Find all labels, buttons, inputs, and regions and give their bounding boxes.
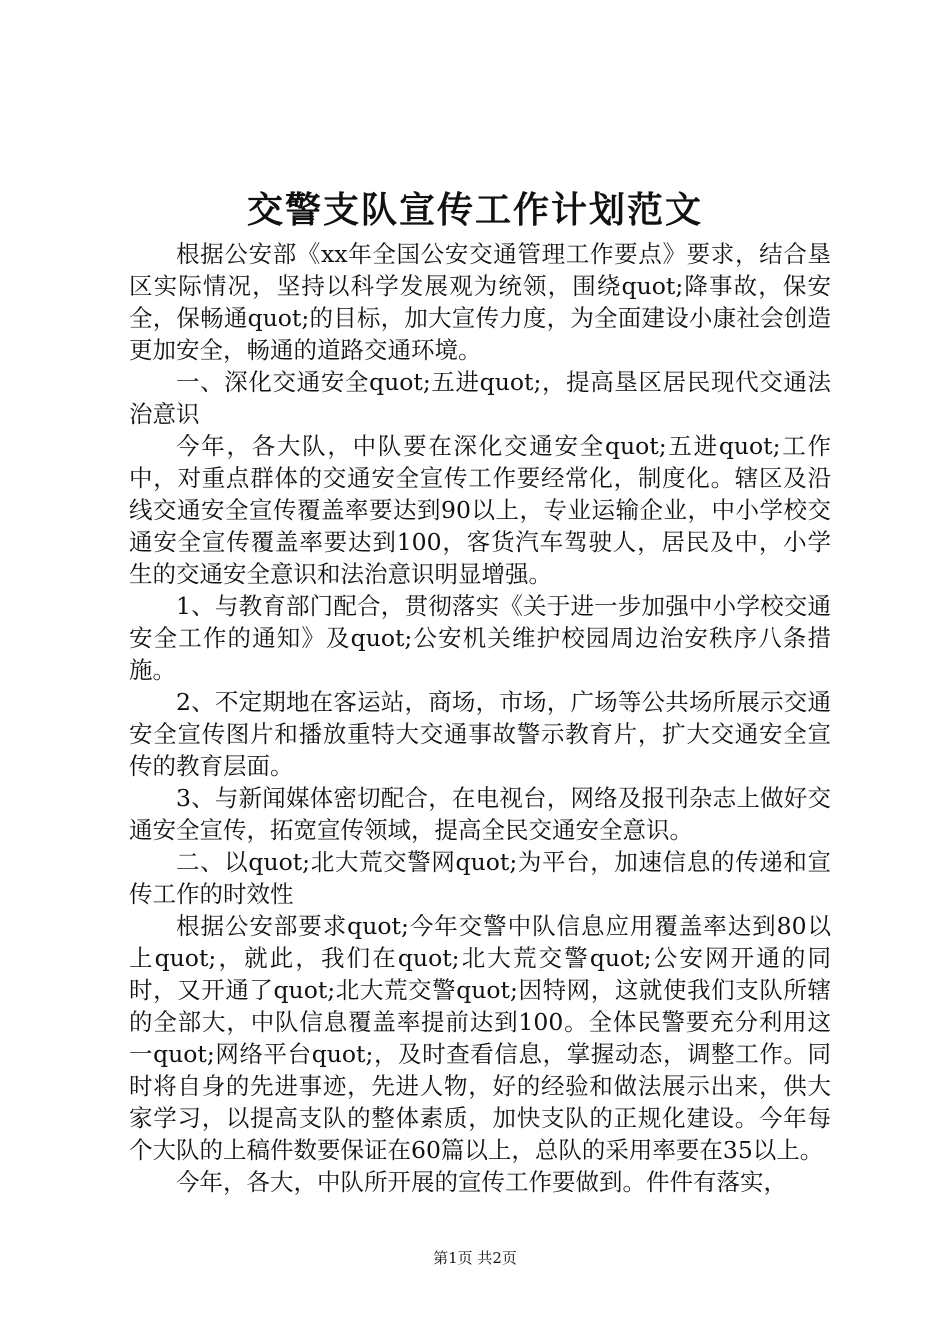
list-item-1: 1、与教育部门配合，贯彻落实《关于进一步加强中小学校交通安全工作的通知》及quot;公安机关维护校园周边治安秩序八条措施。 [129,592,831,684]
paragraph-section-2: 根据公安部要求quot;今年交警中队信息应用覆盖率达到80以上quot;，就此，我们在quot;北大荒交警quot;公安网开通的同时，又开通了quot;北大荒交警quot;因特网，这就使我们支队所辖的全部大，中队信息覆盖率提前达到100。全体民警要充分利用这一quot;网络平台quot;，及时查看信息，掌握动态，调整工作。同时将自身的先进事迹，先进人物，好的经验和做法展示出来，供大家学习，以提高支队的整体素质，加快支队的正规化建设。今年每个大队的上稿件数要保证在60篇以上，总队的采用率要在35以上。 [129,912,831,1164]
section-heading-2: 二、以quot;北大荒交警网quot;为平台，加速信息的传递和宣传工作的时效性 [129,848,831,908]
section-heading-1: 一、深化交通安全quot;五进quot;，提高垦区居民现代交通法治意识 [129,368,831,428]
page-footer: 第1页 共2页 [433,1249,517,1267]
document-title: 交警支队宣传工作计划范文 [246,189,703,231]
list-item-2: 2、不定期地在客运站，商场，市场，广场等公共场所展示交通安全宣传图片和播放重特大交通事故警示教育片，扩大交通安全宣传的教育层面。 [129,688,831,780]
paragraph-closing: 今年，各大，中队所开展的宣传工作要做到。件件有落实， [176,1168,787,1196]
list-item-3: 3、与新闻媒体密切配合，在电视台，网络及报刊杂志上做好交通安全宣传，拓宽宣传领域，提高全民交通安全意识。 [129,784,831,844]
paragraph-section-1: 今年，各大队，中队要在深化交通安全quot;五进quot;工作中，对重点群体的交通安全宣传工作要经常化，制度化。辖区及沿线交通安全宣传覆盖率要达到90以上，专业运输企业，中小学校交通安全宣传覆盖率要达到100，客货汽车驾驶人，居民及中，小学生的交通安全意识和法治意识明显增强。 [129,432,831,588]
document-body [129,238,831,1198]
paragraph-intro: 根据公安部《xx年全国公安交通管理工作要点》要求，结合垦区实际情况，坚持以科学发展观为统领，围绕quot;降事故，保安全，保畅通quot;的目标，加大宣传力度，为全面建设小康社会创造更加安全，畅通的道路交通环境。 [129,240,831,364]
